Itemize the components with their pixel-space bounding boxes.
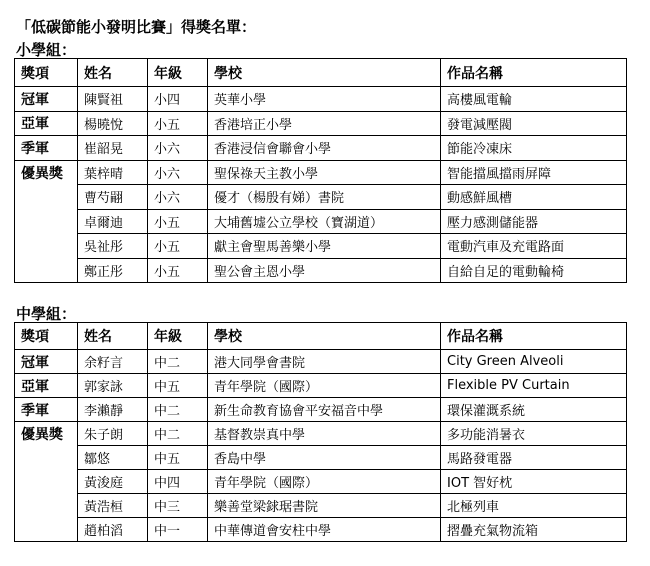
table-row (15, 209, 627, 234)
header-name: 姓名 (78, 59, 148, 87)
cell-school: 青年學院（國際） (208, 470, 441, 494)
cell-school: 優才（楊殷有娣）書院 (208, 185, 441, 210)
cell-work: 摺疊充氣物流箱 (441, 518, 627, 542)
cell-name: 郭家詠 (78, 374, 148, 398)
secondary-awards-table (14, 322, 627, 542)
cell-name: 鄭正彤 (78, 258, 148, 283)
table-row (15, 258, 627, 283)
cell-school: 港大同學會書院 (208, 350, 441, 374)
cell-name: 趙柏滔 (78, 518, 148, 542)
table-row (15, 398, 627, 422)
cell-name: 楊曉悅 (78, 111, 148, 136)
cell-award (15, 494, 78, 518)
cell-name: 黃浚庭 (78, 470, 148, 494)
secondary-section-label: 中學組： (16, 305, 77, 323)
cell-work: Flexible PV Curtain (441, 374, 627, 398)
cell-name: 陳賢祖 (78, 87, 148, 112)
cell-work: IOT 智好枕 (441, 470, 627, 494)
cell-award (15, 209, 78, 234)
cell-grade: 中二 (148, 398, 208, 422)
table-row (15, 374, 627, 398)
header-work: 作品名稱 (441, 59, 627, 87)
table-row (15, 518, 627, 542)
header-award: 獎項 (15, 59, 78, 87)
cell-name: 余籽言 (78, 350, 148, 374)
cell-name: 曹芍翤 (78, 185, 148, 210)
cell-award: 亞軍 (15, 111, 78, 136)
cell-work: 多功能消暑衣 (441, 422, 627, 446)
cell-name: 葉梓晴 (78, 160, 148, 185)
cell-work: 自給自足的電動輪椅 (441, 258, 627, 283)
cell-grade: 中二 (148, 422, 208, 446)
table-row (15, 446, 627, 470)
cell-name: 卓爾迪 (78, 209, 148, 234)
cell-name: 鄒悠 (78, 446, 148, 470)
table-row (15, 87, 627, 112)
cell-award (15, 234, 78, 259)
cell-grade: 中五 (148, 374, 208, 398)
cell-school: 香港培正小學 (208, 111, 441, 136)
cell-name: 李瀨靜 (78, 398, 148, 422)
header-grade: 年級 (148, 59, 208, 87)
cell-school: 中華傳道會安柱中學 (208, 518, 441, 542)
cell-award (15, 258, 78, 283)
cell-grade: 中一 (148, 518, 208, 542)
table-header-row (15, 59, 627, 87)
cell-grade: 中五 (148, 446, 208, 470)
primary-awards-table (14, 58, 627, 283)
cell-grade: 中二 (148, 350, 208, 374)
cell-school: 英華小學 (208, 87, 441, 112)
cell-school: 聖公會主恩小學 (208, 258, 441, 283)
cell-grade: 中四 (148, 470, 208, 494)
cell-school: 香島中學 (208, 446, 441, 470)
cell-work: 發電減壓閥 (441, 111, 627, 136)
cell-grade: 小六 (148, 185, 208, 210)
cell-name: 朱子朗 (78, 422, 148, 446)
cell-award (15, 185, 78, 210)
cell-school: 樂善堂梁銶琚書院 (208, 494, 441, 518)
header-school: 學校 (208, 323, 441, 350)
table-row (15, 111, 627, 136)
cell-work: 高樓風電輪 (441, 87, 627, 112)
cell-grade: 小五 (148, 209, 208, 234)
cell-school: 獻主會聖馬善樂小學 (208, 234, 441, 259)
table-row (15, 160, 627, 185)
header-grade: 年級 (148, 323, 208, 350)
cell-award (15, 446, 78, 470)
cell-school: 青年學院（國際） (208, 374, 441, 398)
cell-award: 優異獎 (15, 160, 78, 185)
cell-work: 動感鮮風槽 (441, 185, 627, 210)
cell-grade: 小六 (148, 160, 208, 185)
cell-grade: 小四 (148, 87, 208, 112)
cell-work: 北極列車 (441, 494, 627, 518)
table-header-row (15, 323, 627, 350)
table-row (15, 422, 627, 446)
cell-work: 馬路發電器 (441, 446, 627, 470)
table-row (15, 185, 627, 210)
cell-grade: 小六 (148, 136, 208, 161)
cell-award (15, 470, 78, 494)
cell-school: 聖保祿天主教小學 (208, 160, 441, 185)
cell-grade: 小五 (148, 111, 208, 136)
cell-grade: 中三 (148, 494, 208, 518)
cell-school: 大埔舊墟公立學校（寶湖道） (208, 209, 441, 234)
page-title: 「低碳節能小發明比賽」得獎名單： (16, 18, 257, 36)
cell-grade: 小五 (148, 258, 208, 283)
cell-school: 香港浸信會聯會小學 (208, 136, 441, 161)
table-row (15, 234, 627, 259)
cell-work: 環保灌溉系統 (441, 398, 627, 422)
header-award: 獎項 (15, 323, 78, 350)
table-row (15, 136, 627, 161)
primary-section-label: 小學組： (16, 41, 77, 59)
cell-award: 亞軍 (15, 374, 78, 398)
cell-work: 智能擋風擋雨屏障 (441, 160, 627, 185)
header-name: 姓名 (78, 323, 148, 350)
cell-award: 季軍 (15, 398, 78, 422)
cell-work: 節能冷凍床 (441, 136, 627, 161)
cell-work: 電動汽車及充電路面 (441, 234, 627, 259)
cell-award (15, 518, 78, 542)
table-row (15, 494, 627, 518)
cell-work: 壓力感測儲能器 (441, 209, 627, 234)
cell-school: 基督教崇真中學 (208, 422, 441, 446)
cell-award: 冠軍 (15, 87, 78, 112)
cell-work: City Green Alveoli (441, 350, 627, 374)
table-row (15, 350, 627, 374)
cell-name: 崔韶晃 (78, 136, 148, 161)
header-school: 學校 (208, 59, 441, 87)
cell-award: 優異獎 (15, 422, 78, 446)
cell-award: 季軍 (15, 136, 78, 161)
cell-name: 黃浩桓 (78, 494, 148, 518)
cell-grade: 小五 (148, 234, 208, 259)
cell-name: 吳祉彤 (78, 234, 148, 259)
header-work: 作品名稱 (441, 323, 627, 350)
cell-award: 冠軍 (15, 350, 78, 374)
cell-school: 新生命教育協會平安福音中學 (208, 398, 441, 422)
table-row (15, 470, 627, 494)
